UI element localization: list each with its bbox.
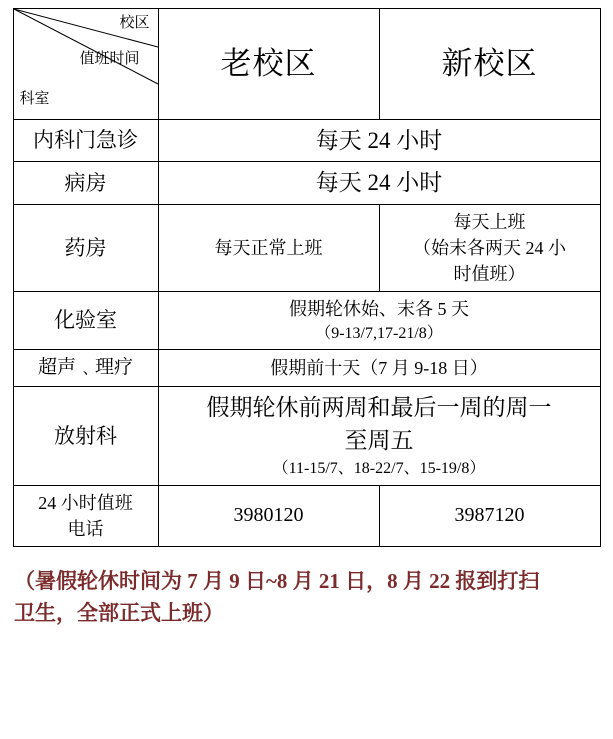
document-page [0, 8, 613, 739]
table-row [13, 350, 600, 387]
pharmacy-new-line3: 时值班） [453, 263, 526, 284]
row-dept-internal-clinic: 内科门急诊 [13, 120, 158, 162]
row-value-ward: 每天 24 小时 [158, 162, 600, 204]
table-row [13, 204, 600, 291]
duty-phone-old-campus: 3980120 [158, 485, 379, 546]
radiology-line2: 至周五 [344, 428, 414, 454]
duty-phone-label-line2: 电话 [67, 518, 104, 539]
summer-holiday-note [14, 565, 599, 630]
row-value-internal-clinic: 每天 24 小时 [158, 120, 600, 162]
duty-phone-new-campus: 3987120 [379, 485, 600, 546]
row-dept-ultrasound-physio: 超声﹑理疗 [13, 350, 158, 387]
row-value-radiology [158, 386, 600, 485]
corner-dept-label: 科室 [19, 91, 50, 108]
row-value-ultrasound-physio: 假期前十天（7 月 9-18 日） [158, 350, 600, 387]
table-header-row [13, 9, 600, 120]
pharmacy-new-line2: （始末各两天 24 小 [413, 237, 566, 258]
row-dept-duty-phone [13, 485, 158, 546]
laboratory-line2: （9-13/7,17-21/8） [315, 325, 443, 343]
row-value-pharmacy-new [379, 204, 600, 291]
corner-time-label: 值班时间 [79, 51, 140, 67]
radiology-line1: 假期轮休前两周和最后一周的周一 [206, 394, 552, 420]
row-value-laboratory [158, 291, 600, 349]
row-dept-laboratory: 化验室 [13, 291, 158, 349]
column-header-old-campus: 老校区 [158, 9, 379, 120]
note-line1: （暑假轮休时间为 7 月 9 日~8 月 21 日，8 月 22 报到打扫 [14, 568, 540, 593]
row-value-pharmacy-old: 每天正常上班 [158, 204, 379, 291]
duty-schedule-table [13, 8, 601, 547]
corner-campus-label: 校区 [119, 15, 150, 31]
row-dept-ward: 病房 [13, 162, 158, 204]
row-dept-pharmacy: 药房 [13, 204, 158, 291]
corner-header-cell [13, 9, 158, 120]
table-row [13, 162, 600, 204]
pharmacy-new-line1: 每天上班 [453, 211, 526, 232]
duty-phone-label-line1: 24 小时值班 [38, 492, 133, 513]
row-dept-radiology: 放射科 [13, 386, 158, 485]
table-row [13, 386, 600, 485]
radiology-line3: （11-15/7、18-22/7、15-19/8） [272, 460, 486, 478]
table-row [13, 291, 600, 349]
column-header-new-campus: 新校区 [379, 9, 600, 120]
table-row [13, 485, 600, 546]
table-row [13, 120, 600, 162]
laboratory-line1: 假期轮休始、末各 5 天 [289, 298, 469, 319]
note-line2: 卫生，全部正式上班） [14, 601, 224, 626]
